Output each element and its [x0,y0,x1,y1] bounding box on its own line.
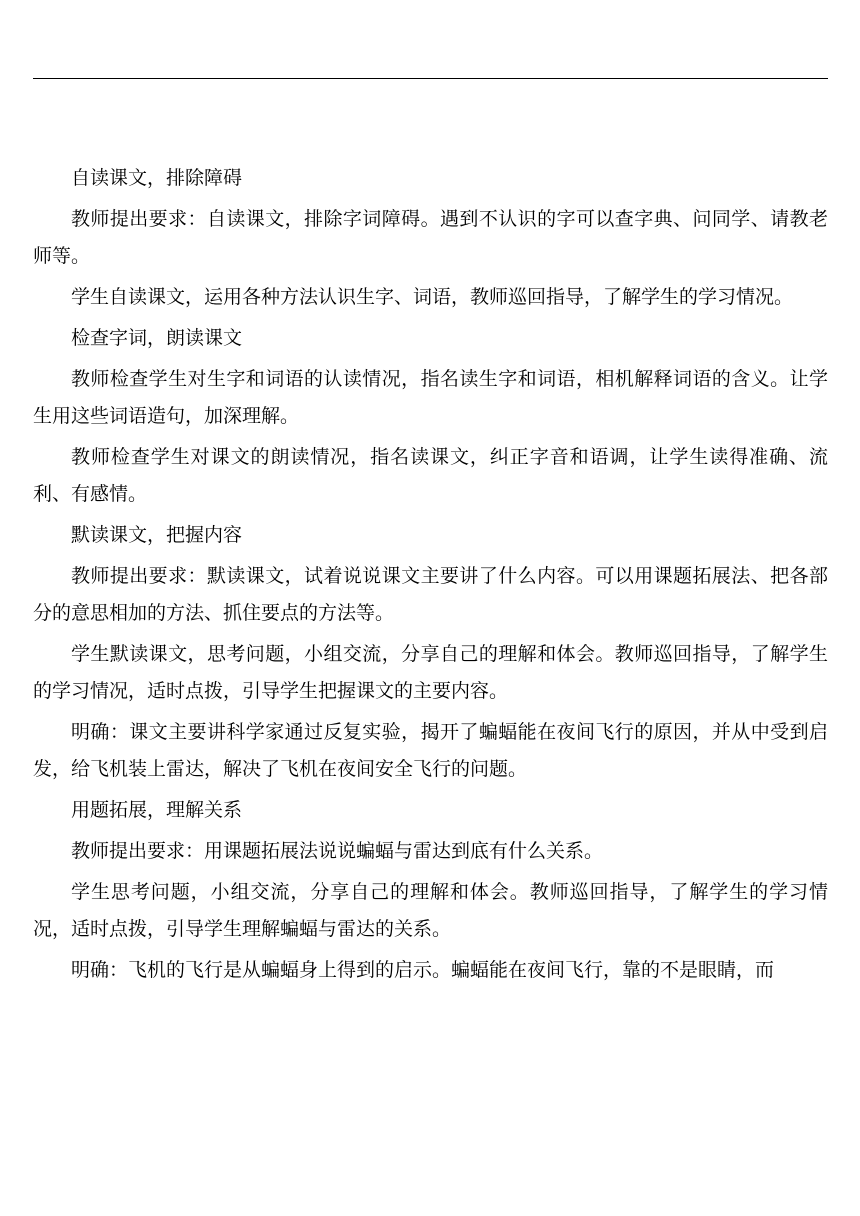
section-heading: 自读课文，排除障碍 [71,167,243,189]
paragraph: 教师提出要求：用课题拓展法说说蝙蝠与雷达到底有什么关系。 [71,840,604,862]
section-heading: 默读课文，把握内容 [71,524,243,546]
paragraph: 学生默读课文，思考问题，小组交流，分享自己的理解和体会。教师巡回指导，了解学生的学习情况，适时点拨，引导学生把握课文的主要内容。 [33,643,828,702]
paragraph: 教师提出要求：默读课文，试着说说课文主要讲了什么内容。可以用课题拓展法、把各部分的意思相加的方法、抓住要点的方法等。 [33,565,828,624]
header-divider [33,78,828,79]
paragraph: 教师检查学生对生字和词语的认读情况，指名读生字和词语，相机解释词语的含义。让学生用这些词语造句，加深理解。 [33,368,828,427]
paragraph: 明确：课文主要讲科学家通过反复实验，揭开了蝙蝠能在夜间飞行的原因，并从中受到启发，给飞机装上雷达，解决了飞机在夜间安全飞行的问题。 [33,721,828,780]
paragraph: 教师检查学生对课文的朗读情况，指名读课文，纠正字音和语调，让学生读得准确、流利、有感情。 [33,446,828,505]
section-heading: 用题拓展，理解关系 [71,799,243,821]
paragraph: 学生思考问题，小组交流，分享自己的理解和体会。教师巡回指导，了解学生的学习情况，适时点拨，引导学生理解蝙蝠与雷达的关系。 [33,881,828,940]
paragraph: 教师提出要求：自读课文，排除字词障碍。遇到不认识的字可以查字典、问同学、请教老师等。 [33,208,828,267]
document-body [33,160,828,993]
section-heading: 检查字词，朗读课文 [71,327,243,349]
paragraph: 学生自读课文，运用各种方法认识生字、词语，教师巡回指导，了解学生的学习情况。 [71,286,794,308]
paragraph: 明确：飞机的飞行是从蝙蝠身上得到的启示。蝙蝠能在夜间飞行，靠的不是眼睛，而 [71,959,775,981]
